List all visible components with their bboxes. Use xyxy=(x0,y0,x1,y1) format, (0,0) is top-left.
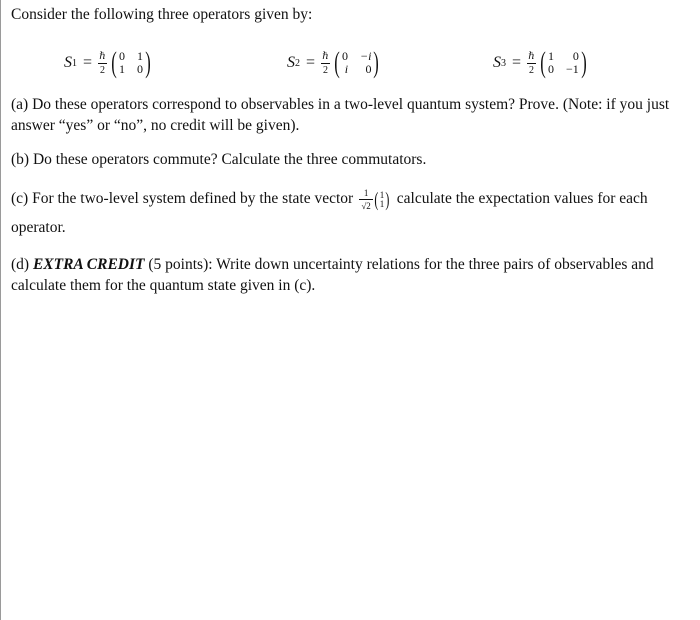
part-c-text-before: (c) For the two-level system defined by the state vector xyxy=(11,190,358,208)
left-paren: ( xyxy=(334,46,340,79)
vector-entry: 1 xyxy=(379,189,385,200)
column-vector xyxy=(380,191,385,209)
operator-index: 3 xyxy=(501,57,506,69)
operator-s1 xyxy=(64,44,153,82)
operator-definitions xyxy=(11,44,700,82)
matrix-cell: 0 xyxy=(119,49,126,63)
operator-symbol: S xyxy=(287,54,295,71)
matrix xyxy=(119,50,143,76)
right-paren: ) xyxy=(581,46,587,79)
intro-text: Consider the following three operators given by: xyxy=(11,6,313,23)
extra-credit-label: EXTRA CREDIT xyxy=(32,256,145,273)
part-d-line-1 xyxy=(11,254,700,275)
left-paren: ( xyxy=(111,46,117,79)
prefactor-num: ℏ xyxy=(322,50,329,62)
matrix-cell: 0 xyxy=(137,62,144,76)
part-a xyxy=(11,94,700,136)
prefactor-num: ℏ xyxy=(99,50,106,62)
equals-sign: = xyxy=(306,54,316,71)
matrix-cell: 1 xyxy=(548,49,555,63)
prefactor-den: 2 xyxy=(100,64,106,76)
fraction-den: √2 xyxy=(361,201,371,211)
part-d xyxy=(11,254,700,296)
part-b: (b) Do these operators commute? Calculate the three commutators. xyxy=(11,151,427,168)
matrix-cell: 0 xyxy=(548,62,555,76)
part-d-text: (5 points): Write down uncertainty relations for the three pairs of observables and xyxy=(144,256,654,273)
matrix-cell: 0 xyxy=(342,49,349,63)
operator-s3 xyxy=(493,44,589,82)
equals-sign: = xyxy=(83,54,93,71)
vector-entry: 1 xyxy=(379,198,385,209)
operator-symbol: S xyxy=(64,54,72,71)
matrix-cell: 0 xyxy=(572,49,579,63)
part-d-label: (d) xyxy=(11,256,33,273)
matrix xyxy=(342,50,371,76)
matrix-cell: i xyxy=(344,62,349,76)
part-c-line-2: operator. xyxy=(11,219,66,236)
matrix-cell: 0 xyxy=(365,62,372,76)
matrix-cell: 1 xyxy=(119,62,126,76)
prefactor xyxy=(527,51,536,76)
part-a-line-2: answer “yes” or “no”, no credit will be given). xyxy=(11,117,300,134)
part-a-line-1: (a) Do these operators correspond to observables in a two-level quantum system? Prove. (Note: if you just xyxy=(11,96,670,113)
part-c-line-1 xyxy=(11,188,700,211)
prefactor xyxy=(321,51,330,76)
matrix-cell: −1 xyxy=(566,62,579,76)
right-paren: ) xyxy=(385,188,390,211)
part-c-text-after: calculate the expectation values for each xyxy=(392,190,648,208)
operator-symbol: S xyxy=(493,54,501,71)
right-paren: ) xyxy=(145,46,151,79)
operator-index: 2 xyxy=(295,57,300,69)
right-paren: ) xyxy=(373,46,380,79)
matrix-cell: 1 xyxy=(137,49,144,63)
matrix-cell: −i xyxy=(360,49,372,63)
left-paren: ( xyxy=(374,188,379,211)
part-c xyxy=(11,188,700,238)
operator-s2 xyxy=(287,44,381,82)
left-paren: ( xyxy=(540,46,546,79)
matrix xyxy=(548,50,579,76)
state-vector xyxy=(359,188,391,211)
part-d-line-2: calculate them for the quantum state given in (c). xyxy=(11,277,316,294)
prefactor xyxy=(98,51,107,76)
fraction-num: 1 xyxy=(363,188,369,198)
normalization-fraction xyxy=(359,188,373,211)
equals-sign: = xyxy=(512,54,522,71)
prefactor-den: 2 xyxy=(323,64,329,76)
prefactor-num: ℏ xyxy=(528,50,535,62)
prefactor-den: 2 xyxy=(529,64,535,76)
problem-page xyxy=(11,0,700,620)
operator-index: 1 xyxy=(72,57,77,69)
